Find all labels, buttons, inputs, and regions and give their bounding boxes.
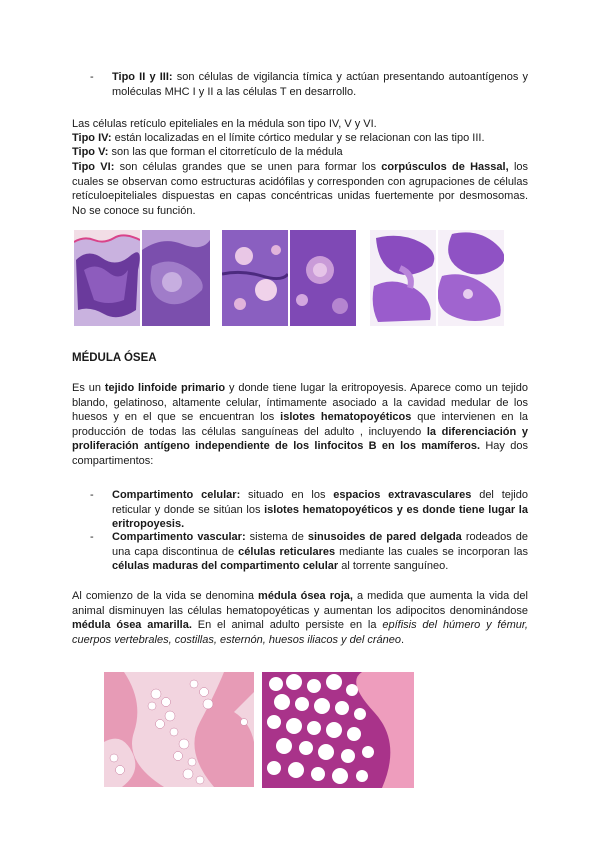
cc-bold-2: espacios extravasculares bbox=[333, 489, 472, 501]
thymus-micrograph-1 bbox=[74, 230, 140, 326]
compartment-vascular bbox=[90, 530, 528, 574]
p2-bold-2: médula ósea amarilla. bbox=[72, 619, 192, 631]
cv-bold-3: células reticulares bbox=[238, 545, 336, 558]
p2-text-2: a medida que aumenta la vida del animal disminuyen las células hematopoyéticas y aumentan los adipocitos denominándose bbox=[72, 590, 528, 617]
p2-text-4: . bbox=[400, 633, 405, 646]
p1-text-3: que intervienen en la producción de todas las células sanguíneas del adulto , incluyendo bbox=[72, 411, 529, 438]
intro-line: Las células retículo epiteliales en la médula son tipo IV, V y VI. bbox=[72, 118, 377, 130]
p2-bold-1: médula ósea roja, bbox=[258, 590, 353, 602]
cc-bold-3: islotes hematopoyéticos y es donde tiene lugar la eritropoyesis. bbox=[112, 503, 528, 530]
section-heading: MÉDULA ÓSEA bbox=[72, 352, 157, 364]
thymus-micrograph-3 bbox=[222, 230, 288, 326]
tipo-v-bold: Tipo V: bbox=[72, 146, 109, 158]
cc-bold-1: Compartimento celular: bbox=[112, 489, 241, 501]
cv-bold-2: sinusoides de pared delgada bbox=[307, 531, 462, 543]
p2-text-3: En el animal adulto persiste en la bbox=[191, 619, 383, 631]
p1-text-1: Es un bbox=[72, 382, 105, 394]
cv-bold-4: células maduras del compartimento celular bbox=[112, 560, 339, 572]
bone-marrow-micrograph-2 bbox=[262, 672, 414, 788]
bullet-dash: - bbox=[90, 489, 94, 501]
thymus-micrograph-6 bbox=[438, 230, 504, 326]
cv-bold-1: Compartimento vascular: bbox=[112, 531, 246, 543]
tipo-v-line bbox=[72, 145, 532, 160]
hassal-bold: corpúsculos de Hassal, bbox=[381, 161, 509, 173]
cv-text-3: mediante las cuales se incorporan las bbox=[335, 545, 528, 558]
bullet-tipo-ii-iii bbox=[90, 70, 528, 99]
compartment-celular bbox=[90, 488, 528, 532]
p2-text-1: Al comienzo de la vida se denomina bbox=[72, 590, 259, 602]
bullet-text: son células de vigilancia tímica y actúan presentando autoantígenos y moléculas MHC I y II a las células T en desarrollo. bbox=[112, 71, 528, 98]
tipo-v-text: son las que forman el citorretículo de la médula bbox=[108, 146, 343, 158]
cc-text-1: situado en los bbox=[240, 489, 334, 501]
p1-bold-3: la diferenciación y proliferación antígeno independiente de los linfocitos B en los mamíferos. bbox=[72, 425, 528, 452]
cv-text-1: sistema de bbox=[245, 531, 308, 543]
cc-text-2: del tejido reticular y donde se sitúan los bbox=[112, 489, 528, 516]
bullet-bold: Tipo II y III: bbox=[112, 71, 173, 83]
tipo-vi-paragraph bbox=[72, 160, 528, 218]
bone-marrow-micrograph-1 bbox=[104, 672, 254, 787]
p1-bold-1: tejido linfoide primario bbox=[104, 382, 226, 394]
bullet-dash: - bbox=[90, 71, 94, 83]
thymus-micrograph-2 bbox=[142, 230, 210, 326]
p1-bold-2: islotes hematopoyéticos bbox=[280, 411, 412, 423]
cv-text-4: al torrente sanguíneo. bbox=[338, 560, 449, 572]
tipo-iv-bold: Tipo IV: bbox=[72, 132, 112, 144]
tipo-vi-text1: son células grandes que se unen para formar los bbox=[114, 161, 382, 173]
p1-text-2: y donde tiene lugar la eritropoyesis. Aparece como un tejido blando, gelatinoso, altamente celular, íntimamente asociado a la cavidad medular de los huesos y en el que se encuentran los bbox=[72, 382, 529, 423]
tipo-vi-bold: Tipo VI: bbox=[72, 161, 115, 173]
bullet-dash: - bbox=[90, 531, 94, 543]
medula-roja-amarilla-paragraph bbox=[72, 589, 528, 647]
tipo-iv-line bbox=[72, 131, 532, 146]
thymus-micrograph-4 bbox=[290, 230, 356, 326]
cv-text-2: rodeados de una capa discontinua de bbox=[112, 531, 528, 558]
p1-text-4: Hay dos compartimentos: bbox=[72, 440, 528, 467]
thymus-micrograph-5 bbox=[370, 230, 436, 326]
p2-italic: epífisis del húmero y fémur, cuerpos vertebrales, costillas, esternón, huesos iliacos y del cráneo bbox=[72, 619, 528, 646]
tipo-iv-text: están localizadas en el límite córtico medular y se relacionan con las tipo III. bbox=[111, 132, 485, 144]
medula-intro-paragraph bbox=[72, 381, 528, 468]
tipo-vi-text2: los cuales se observan como estructuras acidófilas y corresponden con agrupaciones de células retículoepiteliales dispuestas en capas concéntricas unidas fuertemente por desmosomas. No se conoce su función. bbox=[72, 161, 529, 217]
